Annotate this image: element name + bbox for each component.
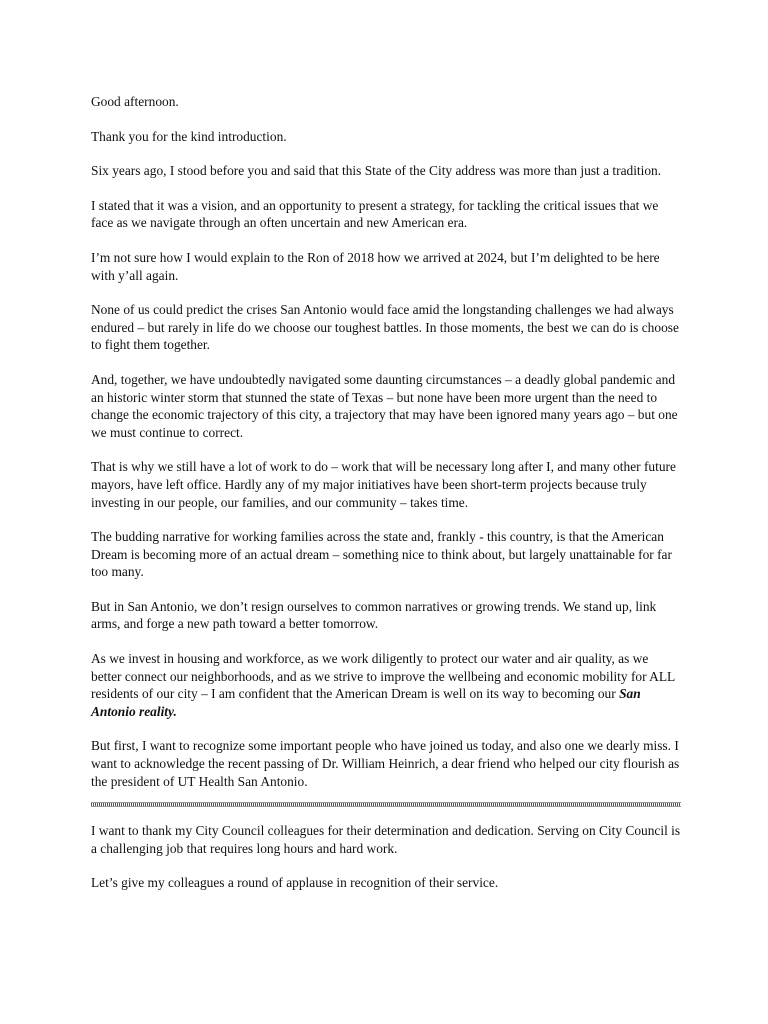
speech-body <box>91 93 681 909</box>
paragraph-city-council: I want to thank my City Council colleagues for their determination and dedication. Serving on City Council is a challenging job that requires long hours and hard work. <box>91 823 681 856</box>
paragraph-invest-emphasis: San Antonio reality. <box>91 686 641 719</box>
paragraph-invest <box>91 650 681 720</box>
paragraph-san-antonio: But in San Antonio, we don’t resign ourselves to common narratives or growing trends. We stand up, link arms, and forge a new path toward a better tomorrow. <box>91 598 657 632</box>
paragraph-thanks: Thank you for the kind introduction. <box>91 128 287 144</box>
paragraph-applause: Let’s give my colleagues a round of applause in recognition of their service. <box>91 875 499 891</box>
paragraph-vision: I stated that it was a vision, and an opportunity to present a strategy, for tackling the critical issues that we face as we navigate through an often uncertain and new American era. <box>91 197 659 231</box>
paragraph-circumstances: And, together, we have undoubtedly navigated some daunting circumstances – a deadly global pandemic and an historic winter storm that stunned the state of Texas – but none have been more urgent than the need to change the economic trajectory of this city, a trajectory that may have been ignored many years ago – but one we must continue to correct. <box>91 371 678 440</box>
paragraph-american-dream: The budding narrative for working families across the state and, frankly - this country, is that the American Dream is becoming more of an actual dream – something nice to think about, but largely unattainable for far too many. <box>91 529 672 580</box>
paragraph-crises: None of us could predict the crises San Antonio would face amid the longstanding challenges we had always endured – but rarely in life do we choose our toughest battles. In those moments, the best we can do is choose to fight them together. <box>91 302 679 353</box>
paragraph-invest-text: As we invest in housing and workforce, as we work diligently to protect our water and air quality, as we better connect our neighborhoods, and as we strive to improve the wellbeing and economic mobility for ALL residents of our city – I am confident that the American Dream is well on its way to becoming our <box>91 651 675 702</box>
paragraph-greeting: Good afternoon. <box>91 94 179 109</box>
paragraph-work-to-do: That is why we still have a lot of work to do – work that will be necessary long after I, and many other future mayors, have left office. Hardly any of my major initiatives have been short-term projects because truly investing in our people, our families, and our community – takes time. <box>91 459 676 510</box>
section-divider <box>91 802 681 807</box>
paragraph-recognize: But first, I want to recognize some important people who have joined us today, and also one we dearly miss. I want to acknowledge the recent passing of Dr. William Heinrich, a dear friend who helped our city flourish as the president of UT Health San Antonio. <box>91 738 680 789</box>
paragraph-six-years-ago: Six years ago, I stood before you and said that this State of the City address was more than just a tradition. <box>91 163 662 179</box>
paragraph-ron-2018: I’m not sure how I would explain to the Ron of 2018 how we arrived at 2024, but I’m delighted to be here with y’all again. <box>91 249 660 283</box>
